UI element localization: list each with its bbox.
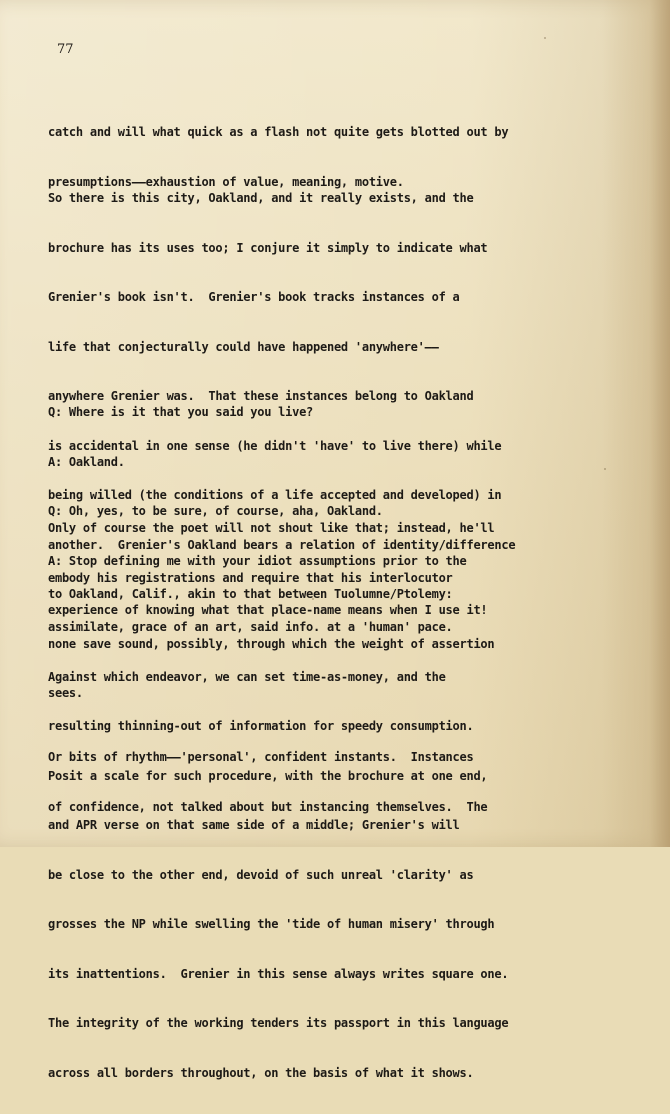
text-line: resulting thinning-out of information for speedy consumption. xyxy=(48,719,474,733)
text-line: is accidental in one sense (he didn't 'have' to live there) while xyxy=(48,438,502,453)
text-line: The integrity of the working tenders its passport in this language xyxy=(48,1016,509,1030)
text-line: assimilate, grace of an art, said info. at a 'human' pace. xyxy=(48,620,453,634)
text-line: grosses the NP while swelling the 'tide of human misery' through xyxy=(48,917,495,931)
text-line: sees. xyxy=(48,686,83,700)
dialogue-line: A: Oakland. xyxy=(48,454,125,469)
text-line: catch and will what quick as a flash not quite gets blotted out by xyxy=(48,125,509,139)
page-number: 77 xyxy=(57,42,74,57)
text-line: being willed (the conditions of a life accepted and developed) in xyxy=(48,488,502,502)
text-line: be close to the other end, devoid of such unreal 'clarity' as xyxy=(48,867,474,882)
text-line: presumptions——exhaustion of value, meaning, motive. xyxy=(48,174,404,189)
text-line: So there is this city, Oakland, and it really exists, and the xyxy=(48,191,474,205)
dialogue-line: Q: Oh, yes, to be sure, of course, aha, Oakland. xyxy=(48,504,383,518)
text-line: its inattentions. Grenier in this sense always writes square one. xyxy=(48,966,509,981)
text-line: to Oakland, Calif., akin to that between Tuolumne/Ptolemy: xyxy=(48,587,453,601)
text-line: Grenier's book isn't. Grenier's book tracks instances of a xyxy=(48,290,460,304)
text-line: of confidence, not talked about but instancing themselves. The xyxy=(48,799,488,814)
dialogue-line: experience of knowing what that place-name means when I use it! xyxy=(48,603,488,617)
dialogue-line: Q: Where is it that you said you live? xyxy=(48,405,314,419)
paper-speck xyxy=(604,468,606,470)
text-line: anywhere Grenier was. That these instances belong to Oakland xyxy=(48,389,474,403)
paper-speck xyxy=(312,598,314,600)
text-line: and APR verse on that same side of a middle; Grenier's will xyxy=(48,818,460,832)
text-line: Against which endeavor, we can set time-as-money, and the xyxy=(48,669,446,684)
text-line: embody his registrations and require that his interlocutor xyxy=(48,570,453,585)
text-line: life that conjecturally could have happened 'anywhere'—— xyxy=(48,339,439,354)
text-line: brochure has its uses too; I conjure it simply to indicate what xyxy=(48,240,488,255)
text-line: Or bits of rhythm——'personal', confident instants. Instances xyxy=(48,750,474,764)
text-line: Only of course the poet will not shout like that; instead, he'll xyxy=(48,521,495,535)
text-line: across all borders throughout, on the basis of what it shows. xyxy=(48,1065,474,1080)
paper-speck xyxy=(544,37,546,39)
text-line: another. Grenier's Oakland bears a relation of identity/difference xyxy=(48,537,516,552)
page-edge-shadow xyxy=(602,0,670,847)
text-line: Posit a scale for such procedure, with the brochure at one end, xyxy=(48,768,488,783)
text-line: none save sound, possibly, through which the weight of assertion xyxy=(48,636,495,651)
dialogue-line: A: Stop defining me with your idiot assumptions prior to the xyxy=(48,553,467,568)
paragraph-4 xyxy=(48,716,600,848)
